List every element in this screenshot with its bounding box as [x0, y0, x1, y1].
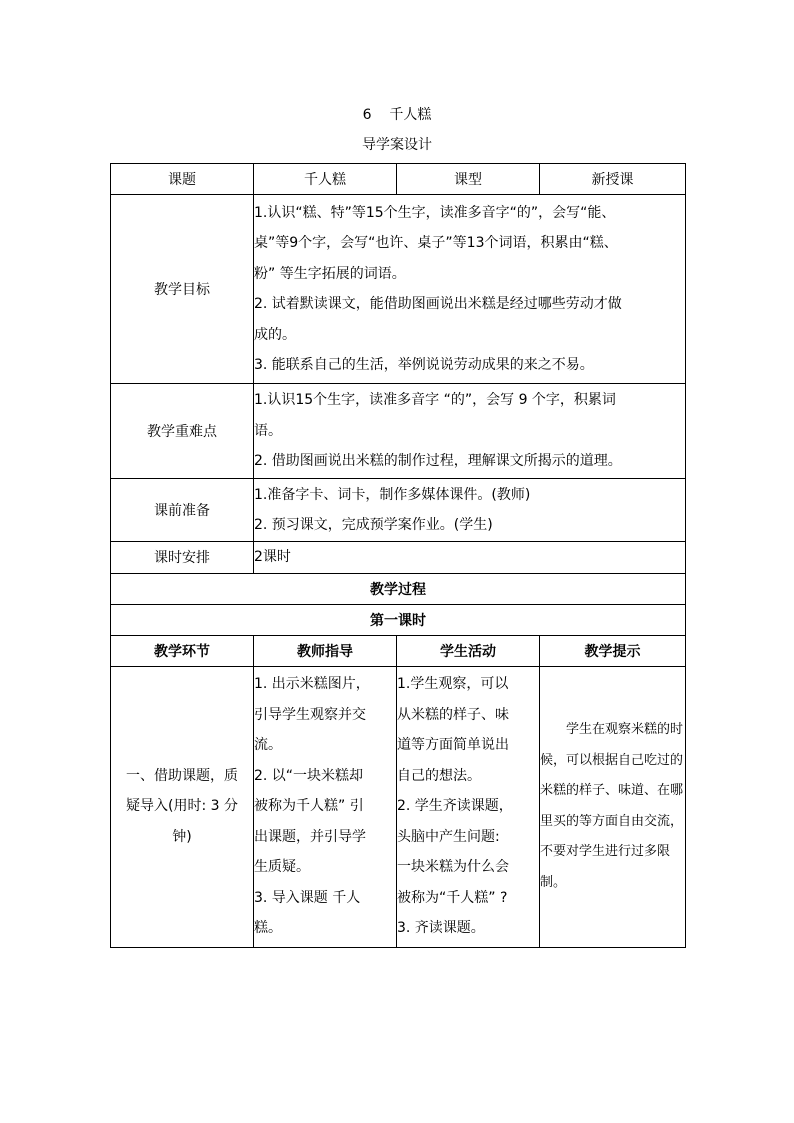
student-line: 从米糕的样子、味 [397, 706, 509, 723]
teacher-line: 2. 以“一块米糕却 [254, 767, 364, 784]
teaching-tip-cell: 学生在观察米糕的时候，可以根据自己吃过的米糕的样子、味道、在哪里买的等方面自由交流，不要对学生进行过多限制。 [540, 666, 686, 947]
key-points-row [111, 384, 686, 479]
teacher-line: 出课题，并引导学 [254, 828, 366, 845]
teacher-line: 生质疑。 [254, 859, 310, 876]
key-point-line: 1.认识15个生字，读准多音字 “的”，会写 9 个字，积累词 [254, 392, 616, 409]
type-value: 新授课 [540, 164, 686, 195]
teacher-line: 3. 导入课题 千人 [254, 889, 361, 906]
student-line: 道等方面简单说出 [397, 737, 509, 754]
student-line: 2. 学生齐读课题， [397, 798, 513, 815]
goal-line: 2. 试着默读课文，能借助图画说出米糕是经过哪些劳动才做 [254, 296, 622, 312]
lesson-title [0, 104, 794, 124]
schedule-row [111, 542, 686, 574]
type-label: 课型 [397, 164, 540, 195]
document-subtitle: 导学案设计 [362, 137, 432, 153]
goals-label: 教学目标 [111, 195, 254, 384]
prep-row [111, 479, 686, 542]
student-line: 3. 齐读课题。 [397, 920, 485, 937]
key-point-line: 2. 借助图画说出米糕的制作过程，理解课文所揭示的道理。 [254, 453, 622, 470]
stage-row [111, 666, 686, 947]
process-title-row [111, 573, 686, 604]
column-header-row [111, 635, 686, 666]
student-line: 自己的想法。 [397, 767, 481, 784]
prep-content [254, 479, 686, 542]
column-header: 教学提示 [540, 635, 686, 666]
prep-line: 2. 预习课文，完成预学案作业。(学生) [254, 517, 493, 533]
key-points-label: 教学重难点 [111, 384, 254, 479]
period-title: 第一课时 [111, 604, 686, 635]
goal-line: 粉” 等生字拓展的词语。 [254, 265, 406, 282]
prep-line: 1.准备字卡、词卡，制作多媒体课件。(教师) [254, 486, 531, 503]
prep-label: 课前准备 [111, 479, 254, 542]
stage-line: 疑导入(用时: 3 分 [126, 798, 238, 815]
goal-line: 1.认识“糕、特”等15个生字，读准多音字“的”，会写“能、 [254, 204, 616, 221]
goal-line: 成的。 [254, 326, 296, 343]
goals-row [111, 195, 686, 384]
topic-value: 千人糕 [254, 164, 397, 195]
stage-cell [111, 666, 254, 947]
teacher-line: 糕。 [254, 920, 282, 937]
teacher-line: 1. 出示米糕图片， [254, 676, 370, 693]
lesson-plan-table [110, 163, 686, 948]
schedule-value: 2课时 [254, 542, 686, 574]
student-line: 被称为“千人糕” ? [397, 889, 508, 906]
teacher-line: 引导学生观察并交 [254, 706, 366, 723]
student-activity-cell [397, 666, 540, 947]
goals-content [254, 195, 686, 384]
key-point-line: 语。 [254, 422, 282, 439]
goal-line: 桌”等9个字，会写“也许、桌子”等13个词语，积累由“糕、 [254, 235, 618, 251]
process-title: 教学过程 [111, 573, 686, 604]
period-title-row [111, 604, 686, 635]
goal-line: 3. 能联系自己的生活，举例说说劳动成果的来之不易。 [254, 357, 594, 373]
column-header: 教师指导 [254, 635, 397, 666]
key-points-content [254, 384, 686, 479]
column-header: 学生活动 [397, 635, 540, 666]
stage-line: 一、借助课题，质 [126, 767, 238, 784]
student-line: 一块米糕为什么会 [397, 859, 509, 876]
teacher-line: 被称为千人糕” 引 [254, 798, 364, 815]
schedule-label: 课时安排 [111, 542, 254, 574]
student-line: 1.学生观察，可以 [397, 676, 509, 693]
lesson-name: 千人糕 [389, 107, 432, 123]
lesson-number: 6 [362, 107, 372, 123]
column-header: 教学环节 [111, 635, 254, 666]
teacher-line: 流。 [254, 737, 282, 754]
teacher-guidance-cell [254, 666, 397, 947]
topic-label: 课题 [111, 164, 254, 195]
header-row [111, 164, 686, 195]
stage-line: 钟) [172, 828, 192, 845]
student-line: 头脑中产生问题: [397, 828, 500, 845]
